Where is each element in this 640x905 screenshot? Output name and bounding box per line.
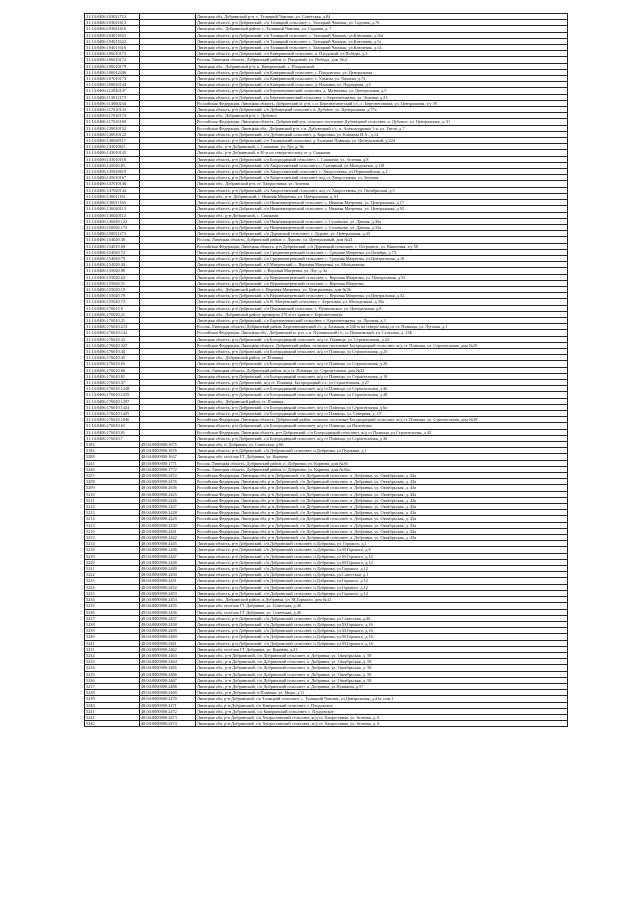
cell-number: 31:14:0406:176010.1324 <box>85 404 140 410</box>
cell-address: Российская Федерация, Липецкая обл, р-н Добринский, с/п Добринский сельсовет, п. Добринка, ул. Октябрьская, д. 43а <box>196 522 568 528</box>
cell-cadastral: 48:04:0000000:2449 <box>140 566 196 572</box>
cell-cadastral: 48:04:0000000:2455 <box>140 603 196 609</box>
cell-cadastral: 48:04:0000000:2441 <box>140 528 196 534</box>
cell-address: Липецкая обл., Добринский район, ст. Плавица <box>196 398 568 404</box>
cell-address: Россия, Липецкая область, Добринский район, п. Плодовый, ул. Победы, дом 36,2 <box>196 57 568 63</box>
cell-number: 5241 <box>85 460 140 466</box>
cell-cadastral: 48:04:0000000:2447 <box>140 553 196 559</box>
cell-address: Липецкая область, р-н Добринский, с/п Добринский сельсовет, п.Добринка, ул.Советская, д.46 <box>196 615 568 621</box>
cell-address: Липецкая обл., р-н Добринский, с/п Добринский сельсовет, п. Добринка, ул. Октябрьская, д. 58 <box>196 671 568 677</box>
cell-number: 5216 <box>85 528 140 534</box>
cell-number: 31:14:0406:136020112 <box>85 212 140 218</box>
cell-number: 31:14:0406:143010145 <box>85 150 140 156</box>
cell-number: 31:14:0406:103021616 <box>85 26 140 32</box>
cell-cadastral: 48:04:0000000:2636 <box>140 485 196 491</box>
cell-number: 31:14:0406:176010.65 <box>85 361 140 367</box>
cell-address: Липецкая область, р-н Добринский, с/п Среднематренский сельсовет, с. Средняя Матренка, ул.Октябрь, д.73 <box>196 249 568 255</box>
cell-number: 5182 <box>85 442 140 448</box>
cell-address: Липецкая область, р-н Добринский, с/п Добринский сельсовет, п.Добринка, ул.М.Горького, д.16 <box>196 621 568 627</box>
cell-cadastral: 48:04:0000000:2448 <box>140 559 196 565</box>
cell-address: Липецкая обл., р-н Добринский, в 50 м по северо-востоку от д. Сошками <box>196 150 568 156</box>
cell-number: 31:14:0406:114060234 <box>85 100 140 106</box>
cell-address: Липецкая область, р-н Добринский, с/п Талицкий сельсовет, с. Талицкий Чамлык, ул.Ключевая, д.1а <box>196 38 568 44</box>
cell-number: 31:14:0406:145020.81 <box>85 162 140 168</box>
cell-address: Россия, Липецкая область, Добринский район, п. Добринка, ул. Корнева, дом №36 <box>196 460 568 466</box>
table-body <box>85 14 568 727</box>
cell-number: 31:14:0406:143010118 <box>85 156 140 162</box>
cell-address: Липецкая обл., р-н Добринский, с/п Добринский сельсовет, п. Добринка, ул. Октябрьская, д. 58 <box>196 677 568 683</box>
cell-number: 31:14:0406:136020.123 <box>85 218 140 224</box>
cell-number: 5211 <box>85 497 140 503</box>
cell-address: Российская Федерация, Липецкая область, р-н Добринский, с/п Богородицкий сельсовет, ж/д ст Плавица, ул Строительная, д 42 <box>196 429 568 435</box>
cell-number: 5213 <box>85 535 140 541</box>
cell-address: Липецкая область, р-н Добринский, с/п Верхнематренский сельсовет, с. Верхняя Матренка, ул.Центральная, д.52 <box>196 293 568 299</box>
cell-number: 5234 <box>85 665 140 671</box>
cell-number: 31:14:0406:113012173 <box>85 94 140 100</box>
cell-number: 5232 <box>85 652 140 658</box>
cell-address: Липецкая область, р-н Добринский, с/п Добринский сельсовет, п.Добринка, ул.Горького, д.12 <box>196 584 568 590</box>
cell-cadastral: 48:04:0000000:2453 <box>140 590 196 596</box>
cell-number: 31:14:0406:154020.72 <box>85 249 140 255</box>
cell-address: Липецкая обл., Добринский район, примерно 270 м от здания с. Березнеговатка <box>196 311 568 317</box>
cell-address: Липецкая область, р-н Добринский, с/п В. Матренский сельсовет, с. Березовка, ул. Молодежная, д.30а <box>196 299 568 305</box>
cell-number: 31:14:0406:136011161 <box>85 193 140 199</box>
cell-address: Липецкая область, р-н Добринский, с/п Дубовецкий сельсовет, д. Карповка, ул. Климова И.А., д.12 <box>196 131 568 137</box>
cell-address: Липецкая область, р-н Добринский, с/п Верхнематренский сельсовет, с. Верхняя Матренка <box>196 280 568 286</box>
cell-cadastral: 48:04:0000000:2445 <box>140 541 196 547</box>
cell-number: 5235 <box>85 671 140 677</box>
cell-number: 31:14:0406:155020.62 <box>85 274 140 280</box>
cell-number: 31:14:0406:176010.37 <box>85 379 140 385</box>
cell-cadastral: 48:04:0000000:1675 <box>140 442 196 448</box>
cell-number: 31:14:0406:176010.68 <box>85 367 140 373</box>
cell-cadastral: 48:04:0000000:2463 <box>140 652 196 658</box>
cell-address: Липецкая обл., р-н Добринский, с/п Добринский сельсовет, п. Добринка, ул. Октябрьская, д. 58 <box>196 659 568 665</box>
cell-number: 31:14:0406:136011165 <box>85 200 140 206</box>
cell-address: Российская Федерация, Липецкая обл, р-н Добринский, с/п Добринский сельсовет, п. Добринка, ул. Октябрьская, д. 43а <box>196 535 568 541</box>
cell-address: Липецкая обл., Добринский р-н, п. Каверинский, с. Плодовский <box>196 63 568 69</box>
cell-address: Липецкая область, р-н Добринский, с/п Добринский сельсовет, п.Добринка, ул.М.Горького, д.16 <box>196 640 568 646</box>
cell-number: 31:14:0406:130020117 <box>85 138 140 144</box>
cell-address: Липецкая область, р-н Добринский, с/п Богородицкий сельсовет, ж/д ст Плавица, ул Строительная, д 19 <box>196 373 568 379</box>
cell-address: Липецкая область, р-н Добринский, с/п Богородицкий сельсовет, ж/д ст Плавица, ул Строительная, д 48 <box>196 392 568 398</box>
cell-address: Липецкая область, р-н Добринский, с/п Хворостянский сельсовет, с. Хворостянка, ул.Первомайская, д.2 <box>196 169 568 175</box>
cell-cadastral: 48:04:0000000:2476 <box>140 479 196 485</box>
cell-address: Российская Федерация, Липецкая обл., Добринский м. р-н, с.п. Пушкинский с/с, п. Пушкинский, ул. Сельская, д. 13Б <box>196 330 568 336</box>
cell-address: Липецкая область, р-н Добринский, с/п Нижнематренский сельсовет, с. Соловьево, ул. Дачная, д.36а <box>196 218 568 224</box>
cell-cadastral: 48:04:0000000:2460 <box>140 634 196 640</box>
cell-number: 31:14:0406:176010.1297 <box>85 398 140 404</box>
cell-number: 31:14:0406:145010619 <box>85 169 140 175</box>
cell-cadastral: 48:04:0000000:2429 <box>140 516 196 522</box>
cell-number: 31:14:0406:143010611 <box>85 144 140 150</box>
cell-address: Липецкая область, р-н Добринский, с/п Добринский сельсовет, п.Добринка, ул.М.Горького, д.8 <box>196 547 568 553</box>
cell-address: Липецкая область, р-н Добринский, с/п Добринский сельсовет, п.Добринка, ул.М.Горького, д.12 <box>196 553 568 559</box>
cell-number: 31:14:0406:176010.1846 <box>85 417 140 423</box>
cell-number: 31:14:0406:106010173 <box>85 51 140 57</box>
cell-cadastral: 48:04:0000000:2472 <box>140 708 196 714</box>
cell-address: Липецкая область, р-н Добринский, с/п Тихвинский сельсовет, д. Большая Плавица, ул. Центральный, д.224 <box>196 138 568 144</box>
cell-address: Липецкая обл., р-н. Добринский, с. Нижняя Матренка, ул. Центральная, д. 61 <box>196 193 568 199</box>
cell-number: 5235 <box>85 603 140 609</box>
cell-number: 31:14:0406:176010.1259 <box>85 392 140 398</box>
cell-address: Липецкая область, р-н Добринский, с/п Нижнематренский сельсовет, с. Соловьево, ул. Дачная, д.33а <box>196 224 568 230</box>
cell-number: 31:14:0406:104011616 <box>85 45 140 51</box>
cell-number: 5239 <box>85 628 140 634</box>
cell-cadastral: 48:04:0000000:2454 <box>140 597 196 603</box>
cell-number: 5231 <box>85 646 140 652</box>
cell-number: 31:14:0406:155020.72 <box>85 299 140 305</box>
cell-number: 5238 <box>85 621 140 627</box>
cell-cadastral: 48:04:0000000:2468 <box>140 683 196 689</box>
cell-number: 31:14:0406:104011623 <box>85 32 140 38</box>
cell-address: Липецкая область, р-н Добринский, с/п Добринский сельсовет, п.Добринка, ул.Горького, д.12 <box>196 590 568 596</box>
cell-address: Липецкая область, р-н Добринский, с/п Добринский сельсовет, п.Добринка, ул.Горького, д.12 <box>196 578 568 584</box>
cell-number: 5246 <box>85 466 140 472</box>
cell-address: Липецкая область, р-н Добринский, с/п Дуровский сельсовет, с. Дурово, ул. Центральная, д.43 <box>196 231 568 237</box>
cell-address: Липецкая обл., Добринский р-н, ст. Хворостянка, ул. Зеленая <box>196 181 568 187</box>
cell-number: 31:14:0406:176010.1248 <box>85 386 140 392</box>
cell-address: Липецкая обл. посёлок ГТ Добринка, ул. Советская, д.46 <box>196 603 568 609</box>
cell-cadastral: 48:04:0000000:2471 <box>140 702 196 708</box>
cell-address: Липецкая область, р-н Добринский, с/п Каверинский сельсовет, с. Плодовское, ул. Центральная <box>196 69 568 75</box>
cell-number: 5239 <box>85 696 140 702</box>
cell-address: Россия, Липецкая область, Добринский район, п. Добринка, ул. Корнева, дом №36а <box>196 466 568 472</box>
cell-address: Липецкая обл., р-н Добринский, с. Сошками <box>196 212 568 218</box>
cell-address: Липецкая область, р-н Добринский, с/п Хворостянский сельсовет, ж/д ст. Хворостянка, ул. Октябрьская, д.5 <box>196 187 568 193</box>
cell-address: Российская Федерация, Липецкая область, р-н Добринский, с/п Дуровский сельсовет, с. Островное, ул. Вишневая, з/у 58 <box>196 243 568 249</box>
cell-number: 5212 <box>85 504 140 510</box>
cell-number: 31:14:0406:176020.21 <box>85 311 140 317</box>
cell-number: 5238 <box>85 690 140 696</box>
cell-number: 5224 <box>85 584 140 590</box>
cell-cadastral: 48:04:0000000:1637 <box>140 454 196 460</box>
cell-address: Липецкая обл, р-н Добринский, с/п Талицкий сельсовет, с. Талицкий Чамлык, ул.Центральная, д.41а, пом.1 <box>196 696 568 702</box>
cell-cadastral: 48:04:0000000:2459 <box>140 628 196 634</box>
cell-cadastral: 48:04:0000000:1676 <box>140 448 196 454</box>
cell-address: Липецкая область, р-н Добринский, с/п Нижнематренский сельсовет, с. Нижняя Матренка, ул. Центральная, д.17 <box>196 200 568 206</box>
cell-number: 5236 <box>85 677 140 683</box>
cell-number: 5220 <box>85 559 140 565</box>
cell-address: Российская Федерация, Липецкая обл, р-н Добринский, с/п Добринский сельсовет, п. Добринка, ул. Октябрьская, д. 43а <box>196 516 568 522</box>
cell-address: Липецкая обл, п. Добринка, ул. Советская, д.66 <box>196 442 568 448</box>
cell-number: 5240 <box>85 634 140 640</box>
cell-cadastral: 48:04:0000000:2457 <box>140 615 196 621</box>
cell-number: 31:14:0406:154019.69 <box>85 243 140 249</box>
cell-number: 31:14:0406:176010.142 <box>85 330 140 336</box>
cell-cadastral: 48:04:0000000:2473 <box>140 714 196 720</box>
cell-address: Липецкая область, р-н Добринский, с/п Хворостянский сельсовет, с. Сытинкий, ул.Молодежная, д.118 <box>196 162 568 168</box>
cell-cadastral: 48:04:0000000:2465 <box>140 665 196 671</box>
cell-number: 5237 <box>85 683 140 689</box>
cell-number: 31:14:0406:155020.19 <box>85 286 140 292</box>
cell-address: Липецкая область, р-н Добринский, с/п Добринский сельсовет, п.Добринка, ул.М.Горького, д.16 <box>196 628 568 634</box>
cell-number: 31:14:0406:176010.327 <box>85 342 140 348</box>
cell-number: 31:14:0406:104011622 <box>85 38 140 44</box>
cell-address: Липецкая область, р-н Добринский, с/п Дубовецкий сельсовет, п. Дубовое, ул. Центральная, д.77а <box>196 107 568 113</box>
cell-number: 5214 <box>85 541 140 547</box>
cell-number: 5209 <box>85 485 140 491</box>
cell-address: Липецкая область, р-н Добринский, с/п Добринский сельсовет, п.Добринка, ул. Горького, д.1 <box>196 541 568 547</box>
cell-address: Липецкая обл., р-н Добринский, с/п Добринский сельсовет, п. Добринка, ул. Октябрьская, д. 58 <box>196 665 568 671</box>
cell-number: 5241 <box>85 708 140 714</box>
cell-address: Липецкая область, р-н Добринский, с/п Хворостянский сельсовет, ж/д ст. Хворостянка, ул. Зеленая <box>196 175 568 181</box>
cell-number: 31:14:0406:176010.7 <box>85 435 140 441</box>
cell-address: Липецкая область, р-н Добринский, с/п Богородицкий сельсовет, ж/д ст Плавица, ул Строительная, д 6а <box>196 404 568 410</box>
cell-number: 5240 <box>85 702 140 708</box>
cell-address: Российская Федерация, Липецкая область, Добринский район, сельское поселение Богородицкий сельсовет, ж/д ст. Плавица, ул. Строительная, дом №29 <box>196 342 568 348</box>
cell-cadastral: 48:04:0000000:2464 <box>140 659 196 665</box>
cell-number: 31:14:0406:154020.44 <box>85 262 140 268</box>
cell-cadastral: 48:04:0000000:2474 <box>140 721 196 727</box>
cell-cadastral: 48:04:0000000:2469 <box>140 690 196 696</box>
cell-address: Липецкая обл., Добринский район, с. Талицкий Чамлык, ул. Садовая, д. 7 <box>196 26 568 32</box>
cell-number: 5216 <box>85 547 140 553</box>
cell-number: 31:14:0406:103021712 <box>85 14 140 20</box>
cell-address: Липецкая область, р-н Добринский, с/п Среднематренский сельсовет, с. Средняя Матренка, ул.Центральная, д.18 <box>196 255 568 261</box>
cell-address: Липецкая область, р-н Добринский, с/п Богородицкий сельсовет, ж/д ст Плавица, ул. Северная, д. 15 <box>196 411 568 417</box>
cell-address: Липецкая область, р-н Добринский, с/п Богородицкий сельсовет, ж/д ст Плавица, ул Пятилетки <box>196 423 568 429</box>
cell-address: Липецкая обл., р-н Добринский, с. Сошками, ул. Луг, д. 9а <box>196 144 568 150</box>
cell-number: 5219 <box>85 553 140 559</box>
cell-cadastral: 48:04:0000000:2472 <box>140 473 196 479</box>
cell-number: 31:14:0406:112020147 <box>85 88 140 94</box>
cell-address: Российская Федерация, Липецкая область, Добринский район, сельское поселение Богородицкий сельсовет, ж/д ст. Плавица, ул. Строительная, дом №38 <box>196 417 568 423</box>
cell-number: 5288 <box>85 454 140 460</box>
cell-address: Липецкая область, р-н Добринский, с/п Талицкий сельсовет, с. Талицкий Чамлык, ул.Ключевая, д.10а <box>196 32 568 38</box>
cell-number: 31:14:0406:155020.51 <box>85 280 140 286</box>
cell-address: Липецкая область, р-н Добринский, с/п Талицкий сельсовет, с. Талицкий Чамлык, ул.Ключевая, д.14 <box>196 45 568 51</box>
cell-address: Липецкая область, р-н Добринский, с/п Нижнематренский сельсовет, с. Нижняя Матренка, ул. Центральная, д.92 <box>196 206 568 212</box>
cell-number: 5182 <box>85 448 140 454</box>
cell-number: 31:14:0406:176015.8 <box>85 305 140 311</box>
cell-address: Липецкая обл., Добринский район, п.Добринка, ул. М.Горького, дом №12 <box>196 597 568 603</box>
cell-number: 31:14:0406:145010167 <box>85 175 140 181</box>
cell-number: 31:14:0406:176010.61 <box>85 423 140 429</box>
cell-address: Липецкая область, р-н Добринский, с/п Каверинский сельсовет, д. Ильинка, ул. Пурпурная, д.5 <box>196 82 568 88</box>
cell-cadastral: 48:04:0000000:2442 <box>140 535 196 541</box>
cell-address: Липецкая обл., р-н Добринский, п.Плавица, ул. Мира, д.11 <box>196 690 568 696</box>
cell-address: Липецкая область, р-н Добринский, с/п Добринский сельсовет, п.Добринка, ул.Пушкина, д.1 <box>196 448 568 454</box>
register-sheet <box>84 13 558 727</box>
cell-address: Липецкая обл. посёлок ГТ Добринка, ул. Корнева, д.21 <box>196 646 568 652</box>
cell-cadastral: 48:04:0000000:2426 <box>140 497 196 503</box>
cell-number: 31:14:0406:150011273 <box>85 231 140 237</box>
cell-number: 31:14:0406:103021613 <box>85 20 140 26</box>
cell-cadastral: 48:04:0000000:2450 <box>140 572 196 578</box>
cell-number: 31:14:0406:117010160 <box>85 119 140 125</box>
cell-address: Липецкая область, р-н Добринский, с/п Богородицкий сельсовет, ж/д ст Плавица, ул Строительная, д 46 <box>196 386 568 392</box>
cell-number: 31:14:0406:176010.81 <box>85 429 140 435</box>
cell-address: Липецкая обл, р-н Добринский, с/п Хворостянский сельсовет, ж/д ст. Хворостянка, ул. Зеленая, д. 6 <box>196 721 568 727</box>
cell-address: Липецкая обл, р-н Добринский, с/п Хворостянский сельсовет, ж/д ст. Хворостянка, ул. Зеленая, д. 6 <box>196 714 568 720</box>
cell-address: Липецкая обл., р-н Добринский, с/п Добринский сельсовет, п. Добринка, ул.Пушкина, д.57 <box>196 683 568 689</box>
cell-address: Липецкая область, р-н Добринский, с/п Березнеговатский сельсовет, с. Березнеговатка, ул. Зеленая, д.23 <box>196 94 568 100</box>
cell-address: Липецкая область, р-н Добринский, с/п Богородицкий сельсовет, с. Сошками, ул. Зеленая, д.8 <box>196 156 568 162</box>
cell-number: 5241 <box>85 714 140 720</box>
cell-number: 31:14:0406:155020.79 <box>85 293 140 299</box>
cell-address: Россия, Липецкая область, Добринский район, Березнеговатский с/с, д. Большая, в 340 м на северо-запад от ст. Плавица, ул. Луговая, д.1 <box>196 324 568 330</box>
cell-number: 31:14:0406:129010132 <box>85 125 140 131</box>
cell-number: 31:14:0406:176010.21 <box>85 317 140 323</box>
cell-number: 5208 <box>85 479 140 485</box>
cell-address: Липецкая область, р-н Добринский, с. Верхняя Матренка, ул. Луг, д. 3а <box>196 268 568 274</box>
cell-address: Россия, Липецкая область, Добринский район, ж/д ст. Плавица, ул. Строительная, дом №22 <box>196 367 568 373</box>
cell-address: Липецкая обл., Добринский район, с. Верхняя Матренка, ул. Центральная, дом №36 <box>196 286 568 292</box>
cell-address: Липецкая область, р-н Добринский, с/п Добринский сельсовет, п.Добринка, ул.М.Горького, д.12 <box>196 559 568 565</box>
cell-cadastral: 48:04:0000000:2462 <box>140 646 196 652</box>
cell-cadastral: 48:04:0000000:2427 <box>140 504 196 510</box>
cell-address: Липецкая область, р-н Добринский, с/п Верхнематренский сельсовет, с. Верхняя Матренка, ул. Центральная, д.55 <box>196 274 568 280</box>
cell-cadastral: 48:04:0000000:2466 <box>140 671 196 677</box>
cell-address: Липецкая обл., р-н Добринский, с/п Добринский сельсовет, п. Добринка, ул. Октябрьская, д. 58 <box>196 652 568 658</box>
cell-number: 5236 <box>85 609 140 615</box>
cell-cadastral: 48:04:0000000:2461 <box>140 640 196 646</box>
cell-number: 31:14:0406:176010.32 <box>85 336 140 342</box>
cell-number: 31:14:0406:176010.1425 <box>85 411 140 417</box>
cell-number: 5241 <box>85 640 140 646</box>
cell-number: 31:14:0406:154020.79 <box>85 255 140 261</box>
cell-number: 31:14:0406:117010132 <box>85 107 140 113</box>
cell-cadastral: 48:04:0000000:2458 <box>140 621 196 627</box>
cell-number: 5221 <box>85 566 140 572</box>
cell-number: 5223 <box>85 578 140 584</box>
cell-address: Липецкая область, р-н Добринский, с/п Богородицкий сельсовет, ж/д ст Плавица, ул Строительная, д 25 <box>196 348 568 354</box>
cell-cadastral: 48:04:0000000:2425 <box>140 491 196 497</box>
cell-address: Россия, Липецкая область, Добринский район, с. Дурово, ул. Центральный, дом №21 <box>196 237 568 243</box>
cell-address: Российская Федерация, Липецкая обл, р-н Добринский, с/п Добринский сельсовет, п. Добринка, ул. Октябрьская, д. 43а <box>196 473 568 479</box>
cell-number: 31:14:0406:107010173 <box>85 76 140 82</box>
cell-address: Липецкая область, р-н Добринский, с/п Каверинский сельсовет, п. Плодовый, ул.Победы, д.3 <box>196 51 568 57</box>
cell-number: 31:14:0406:176010.45 <box>85 355 140 361</box>
cell-address: Российская Федерация, Липецкая область, Добринский м. р-н, с.п. Березнеговатский с/с, с. Березнеговатка, ул. Центральная, з/у 39 <box>196 100 568 106</box>
cell-cadastral: 48:04:0000000:2430 <box>140 522 196 528</box>
cell-address: Российская Федерация, Липецкая обл, р-н Добринский, с/п Добринский сельсовет, п. Добринка, ул. Октябрьская, д. 43а <box>196 485 568 491</box>
cell-address: Липецкая область, р-н Добринский, с/п Богородицкий сельсовет, ж/д ст Плавица, ул Строительная, д 36 <box>196 435 568 441</box>
cell-cadastral: 48:04:0000000:2428 <box>140 510 196 516</box>
cell-address: Липецкая область, р-н Добринский, с/п Березнеговатский сельсовет, с. Березнеговатка, ул. Луговая, д.3 <box>196 317 568 323</box>
cell-number: 5233 <box>85 659 140 665</box>
parcel-register-table <box>84 13 568 727</box>
cell-number: 5213 <box>85 510 140 516</box>
cell-address: Российская Федерация, Липецкая обл., Добринский р-н, с.п. Дубовецкий с/с, п. Александровка 1-я, ул. Титов, д.7 <box>196 125 568 131</box>
cell-address: Липецкая область, р-н Добринский, ж/д ст. Плавица, Богородицкий с/с, ул Строительная, д 27 <box>196 379 568 385</box>
cell-address: Липецкая обл., Добринский р-н, с. Дубовое <box>196 113 568 119</box>
cell-cadastral: 48:04:0000000:1771 <box>140 460 196 466</box>
cell-address: Липецкая область, р-н Добринский, с/п Березнеговатский сельсовет, д. Матвеевка, ул. Центральная, д.5 <box>196 88 568 94</box>
cell-number: 31:14:0406:147020144 <box>85 187 140 193</box>
cell-address: Липецкая область, р-н Добринский, с/п Каверинский сельсовет, с. Ульяны, ул. Чапаева, д.72 <box>196 76 568 82</box>
cell-cadastral: 48:04:0000000:2452 <box>140 584 196 590</box>
cell-number: 31:14:0406:106010179 <box>85 63 140 69</box>
cell-number: 5210 <box>85 491 140 497</box>
cell-number: 5225 <box>85 590 140 596</box>
cell-number: 31:14:0406:117010173 <box>85 113 140 119</box>
cell-number: 5215 <box>85 522 140 528</box>
table-row <box>85 721 568 727</box>
cell-number: 31:14:0406:106012446 <box>85 69 140 75</box>
cell-number: 5237 <box>85 615 140 621</box>
cell-address: Липецкая область, р-н Добринский, с/п Добринский сельсовет, п.Добринка, ул.Горького, д.12 <box>196 566 568 572</box>
cell-number: 31:14:0406:136020113 <box>85 206 140 212</box>
cell-cadastral: 48:04:0000000:2456 <box>140 609 196 615</box>
cell-address: Липецкая обл, Добринский р-н, с. Талицкий Чамлык, ул. Советская, д.84 <box>196 14 568 20</box>
cell-number: 31:14:0406:106010172 <box>85 57 140 63</box>
cell-number: 31:14:0406:130010122 <box>85 131 140 137</box>
cell-address: Липецкая область, р-н Добринский, с/п Добринский сельсовет, п.Добринка, ул.М.Горького, д.16 <box>196 634 568 640</box>
cell-address: Российская Федерация, Липецкая обл, р-н Добринский, с/п Добринский сельсовет, п. Добринка, ул. Октябрьская, д. 43а <box>196 479 568 485</box>
cell-address: Российская Федерация, Липецкая обл, р-н Добринский, с/п Добринский сельсовет, п. Добринка, ул. Октябрьская, д. 43а <box>196 497 568 503</box>
cell-address: Российская Федерация, Липецкая область, Добринский р-н, сельское поселение Дубовецкий сельсовет, п. Дубовое, ул. Центральная, д. 31 <box>196 119 568 125</box>
cell-cadastral: 48:04:0000000:2470 <box>140 696 196 702</box>
cell-number: 31:14:0406:108010144 <box>85 82 140 88</box>
cell-address: Липецкая область, р-н Добринский, с/п Богородицкий сельсовет, ж/д ст. Плавица, ул. Строительная, д.22 <box>196 336 568 342</box>
cell-number: 31:14:0406:147010148 <box>85 181 140 187</box>
cell-cadastral: 48:04:0000000:1772 <box>140 466 196 472</box>
cell-address: Липецкая область, р-н Добринский, с/п Богородицкий сельсовет, ж/д ст Плавица, ул Строительная, д 26 <box>196 361 568 367</box>
cell-number: 5242 <box>85 721 140 727</box>
cell-address: Липецкая область, р-н Добринский, с/п Пушкинский сельсовет, с. Пушкинское, ул. Центральная, д.8 <box>196 305 568 311</box>
cell-address: Липецкая область, р-н Добринский, с/п Талицкий сельсовет, с. Талицкий Чамлык, ул. Садовая, д.76 <box>196 20 568 26</box>
cell-number: 31:14:0406:176010.81 <box>85 373 140 379</box>
cell-address: Российская Федерация, Липецкая обл, р-н Добринский, с/п Добринский сельсовет, п. Добринка, ул. Октябрьская, д. 43а <box>196 528 568 534</box>
cell-cadastral: 48:04:0000000:2446 <box>140 547 196 553</box>
cell-number: 31:14:0406:155020.88 <box>85 268 140 274</box>
cell-address: Липецкая область, р-н Добринский, с/п Добринский сельсовет, п.Добринка, ул.Советская, д.1 <box>196 572 568 578</box>
cell-address: Липецкая обл. посёлок ГТ Добринка, ул. Советская, д.46 <box>196 609 568 615</box>
cell-address: Российская Федерация, Липецкая обл, р-н Добринский, с/п Добринский сельсовет, п. Добринка, ул. Октябрьская, д. 43а <box>196 510 568 516</box>
cell-address: Липецкая область, р-н Добринский, в 8 Матренский, с. Верхняя Матренка, ул. Молодежная <box>196 262 568 268</box>
cell-cadastral: 48:04:0000000:2467 <box>140 677 196 683</box>
cell-address: Липецкая обл, р-н Добринский, с/п Каверинский сельсовет, с. Плодовское <box>196 702 568 708</box>
cell-cadastral: 48:04:0000000:2451 <box>140 578 196 584</box>
cell-number: 5234 <box>85 597 140 603</box>
cell-address: Липецкая обл. посёлок ГТ Добринка, ул. Корнева <box>196 454 568 460</box>
cell-address: Липецкая обл., р-н Добринский, с/п Каверинский сельсовет, с. Плодовское <box>196 708 568 714</box>
cell-number: 31:14:0406:150020.173 <box>85 224 140 230</box>
cell-number: 5222 <box>85 572 140 578</box>
cell-number: 31:14:0406:176010.44 <box>85 348 140 354</box>
cell-number: 31:14:0406:176010.213 <box>85 324 140 330</box>
cell-address: Российская Федерация, Липецкая обл, р-н Добринский, с/п Добринский сельсовет, п. Добринка, ул. Октябрьская, д. 43а <box>196 504 568 510</box>
cell-number: 5214 <box>85 516 140 522</box>
cell-address: Российская Федерация, Липецкая обл, р-н Добринский, с/п Добринский сельсовет, п. Добринка, ул. Октябрьская, д. 43а <box>196 491 568 497</box>
cell-number: 5257 <box>85 473 140 479</box>
cell-address: Липецкая обл., Добринский район, ст. Плавица <box>196 355 568 361</box>
cell-number: 31:14:0406:154020.38 <box>85 237 140 243</box>
